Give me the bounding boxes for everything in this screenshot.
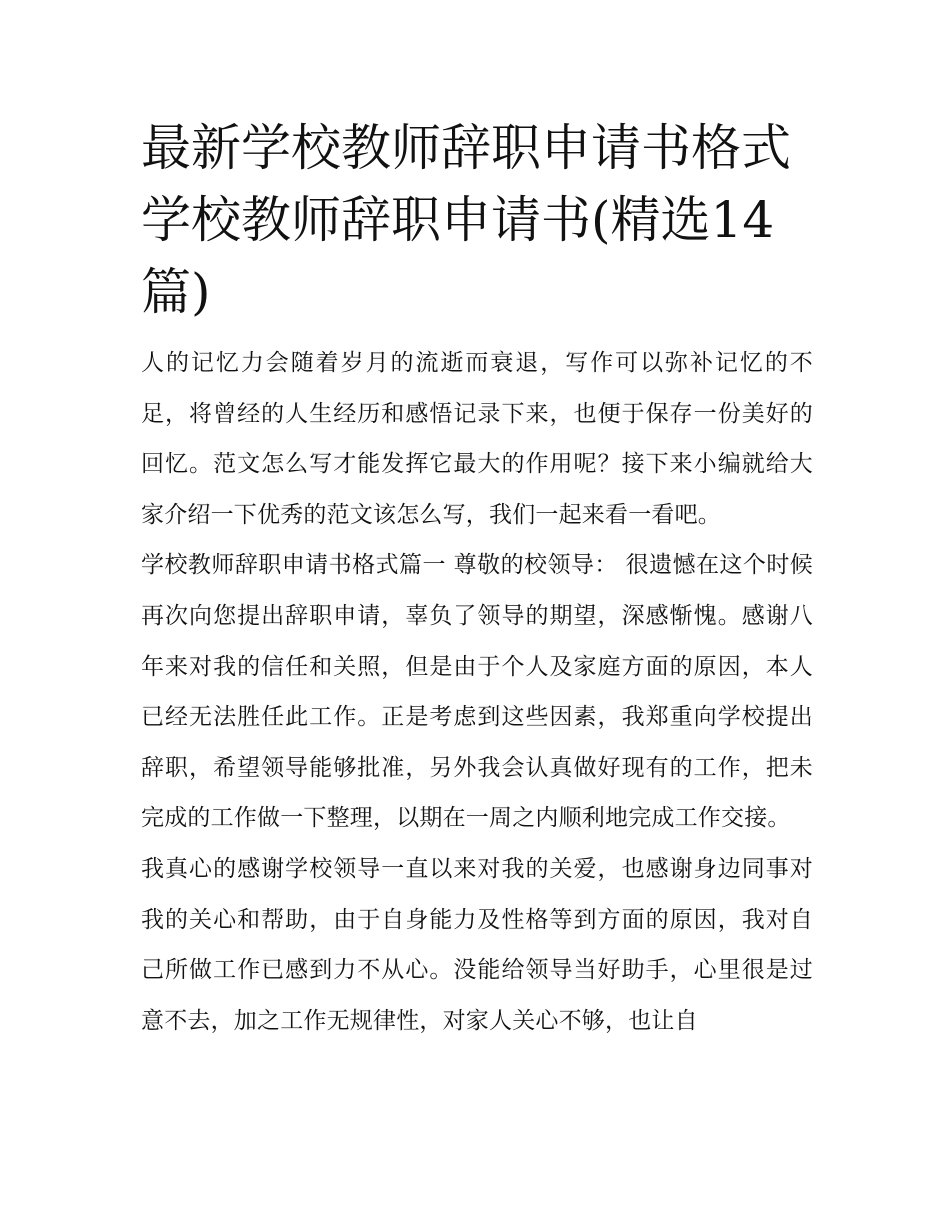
document-body: [141, 112, 813, 1046]
paragraph-intro: 人的记忆力会随着岁月的流逝而衰退，写作可以弥补记忆的不足，将曾经的人生经历和感悟记录下来，也便于保存一份美好的回忆。范文怎么写才能发挥它最大的作用呢？接下来小编就给大家介绍一下优秀的范文该怎么写，我们一起来看一看吧。: [141, 350, 813, 528]
paragraph-letter-opening: 学校教师辞职申请书格式篇一 尊敬的校领导： 很遗憾在这个时候再次向您提出辞职申请，辜负了领导的期望，深感惭愧。感谢八年来对我的信任和关照，但是由于个人及家庭方面的原因，本人已经无法胜任此工作。正是考虑到这些因素，我郑重向学校提出辞职，希望领导能够批准，另外我会认真做好现有的工作，把未完成的工作做一下整理，以期在一周之内顺利地完成工作交接。: [141, 552, 813, 832]
paragraph-letter-body: 我真心的感谢学校领导一直以来对我的关爱，也感谢身边同事对我的关心和帮助，由于自身能力及性格等到方面的原因，我对自己所做工作已感到力不从心。没能给领导当好助手，心里很是过意不去，加之工作无规律性，对家人关心不够，也让自: [141, 855, 813, 1034]
document-title: 最新学校教师辞职申请书格式学校教师辞职申请书(精选14篇): [141, 119, 791, 321]
